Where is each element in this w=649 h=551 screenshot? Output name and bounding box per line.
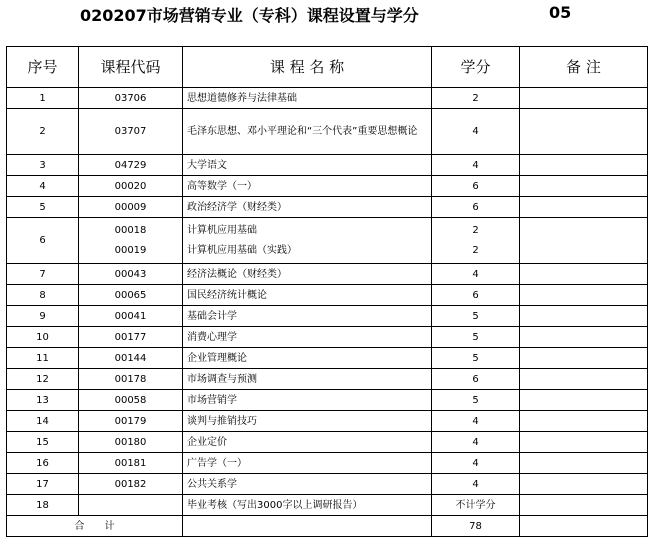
code-cell: 04729 xyxy=(79,155,183,176)
code-cell: 00180 xyxy=(79,432,183,453)
name-cell: 公共关系学 xyxy=(183,474,432,495)
credit-cell: 2 xyxy=(472,245,479,256)
name-cell: 国民经济统计概论 xyxy=(183,285,432,306)
note-cell xyxy=(520,474,648,495)
table-row xyxy=(7,218,648,264)
note-cell xyxy=(520,327,648,348)
seq-cell: 7 xyxy=(7,264,79,285)
code-cell: 00181 xyxy=(79,453,183,474)
note-cell xyxy=(520,264,648,285)
table-row xyxy=(7,327,648,348)
name-cell: 大学语文 xyxy=(183,155,432,176)
table-row xyxy=(7,306,648,327)
credit-cell: 6 xyxy=(432,176,520,197)
code-cell: 00043 xyxy=(79,264,183,285)
note-cell xyxy=(520,453,648,474)
credit-cell: 不计学分 xyxy=(432,495,520,516)
table-row xyxy=(7,432,648,453)
credit-cell: 5 xyxy=(432,306,520,327)
code-cell: 00178 xyxy=(79,369,183,390)
total-row xyxy=(7,516,648,537)
credit-cell: 5 xyxy=(432,327,520,348)
name-cell: 市场营销学 xyxy=(183,390,432,411)
table-row xyxy=(7,390,648,411)
code-cell: 00058 xyxy=(79,390,183,411)
code-cell: 00009 xyxy=(79,197,183,218)
code-cell: 00020 xyxy=(79,176,183,197)
credit-cell: 4 xyxy=(432,264,520,285)
credit-cell: 4 xyxy=(432,155,520,176)
table-row xyxy=(7,474,648,495)
credit-cell: 4 xyxy=(432,411,520,432)
code-cell: 00018 xyxy=(114,225,147,236)
header-note: 备 注 xyxy=(520,47,648,88)
credit-cell: 2 xyxy=(432,88,520,109)
name-cell: 基础会计学 xyxy=(183,306,432,327)
seq-cell: 2 xyxy=(7,109,79,155)
name-cell: 政治经济学（财经类） xyxy=(183,197,432,218)
seq-cell: 13 xyxy=(7,390,79,411)
credit-cell: 4 xyxy=(432,109,520,155)
table-row xyxy=(7,369,648,390)
seq-cell: 6 xyxy=(7,218,79,264)
credit-cell: 6 xyxy=(432,369,520,390)
seq-cell: 10 xyxy=(7,327,79,348)
seq-cell: 18 xyxy=(7,495,79,516)
seq-cell: 5 xyxy=(7,197,79,218)
table-row xyxy=(7,348,648,369)
note-cell xyxy=(520,285,648,306)
seq-cell: 9 xyxy=(7,306,79,327)
note-cell xyxy=(520,348,648,369)
note-cell xyxy=(520,197,648,218)
name-cell: 谈判与推销技巧 xyxy=(183,411,432,432)
code-cell: 00179 xyxy=(79,411,183,432)
table-row xyxy=(7,495,648,516)
note-cell xyxy=(520,218,648,264)
seq-cell: 1 xyxy=(7,88,79,109)
code-cell xyxy=(79,495,183,516)
code-cell: 00019 xyxy=(114,245,147,256)
credit-cell: 6 xyxy=(432,197,520,218)
page-title: 020207市场营销专业（专科）课程设置与学分 xyxy=(80,6,419,25)
note-cell xyxy=(520,88,648,109)
table-row xyxy=(7,197,648,218)
code-cell: 00177 xyxy=(79,327,183,348)
credit-cell-pair xyxy=(432,218,520,264)
credit-cell: 6 xyxy=(432,285,520,306)
note-cell xyxy=(520,390,648,411)
total-name-cell xyxy=(183,516,432,537)
name-cell: 思想道德修养与法律基础 xyxy=(183,88,432,109)
code-cell: 00182 xyxy=(79,474,183,495)
credit-cell: 5 xyxy=(432,348,520,369)
form-number: 05 xyxy=(549,3,572,22)
code-cell: 00041 xyxy=(79,306,183,327)
code-cell: 03707 xyxy=(79,109,183,155)
header-row xyxy=(7,47,648,88)
seq-cell: 11 xyxy=(7,348,79,369)
header-code: 课程代码 xyxy=(79,47,183,88)
credit-cell: 4 xyxy=(432,432,520,453)
table-row xyxy=(7,285,648,306)
code-cell: 00065 xyxy=(79,285,183,306)
header-credit: 学分 xyxy=(432,47,520,88)
seq-cell: 16 xyxy=(7,453,79,474)
code-cell: 00144 xyxy=(79,348,183,369)
name-cell: 广告学（一） xyxy=(183,453,432,474)
seq-cell: 4 xyxy=(7,176,79,197)
code-cell: 03706 xyxy=(79,88,183,109)
course-table xyxy=(6,46,648,537)
seq-cell: 17 xyxy=(7,474,79,495)
note-cell xyxy=(520,516,648,537)
note-cell xyxy=(520,432,648,453)
name-cell: 经济法概论（财经类） xyxy=(183,264,432,285)
name-cell: 计算机应用基础（实践） xyxy=(187,245,297,256)
total-label: 合 计 xyxy=(7,516,183,537)
table-row xyxy=(7,453,648,474)
note-cell xyxy=(520,369,648,390)
seq-cell: 12 xyxy=(7,369,79,390)
table-row xyxy=(7,155,648,176)
credit-cell: 5 xyxy=(432,390,520,411)
name-cell: 高等数学（一） xyxy=(183,176,432,197)
table-row xyxy=(7,176,648,197)
name-cell: 市场调查与预测 xyxy=(183,369,432,390)
credit-cell: 4 xyxy=(432,474,520,495)
name-cell-pair xyxy=(183,218,432,264)
name-cell: 企业定价 xyxy=(183,432,432,453)
seq-cell: 14 xyxy=(7,411,79,432)
seq-cell: 8 xyxy=(7,285,79,306)
note-cell xyxy=(520,495,648,516)
note-cell xyxy=(520,306,648,327)
credit-cell: 4 xyxy=(432,453,520,474)
name-cell: 毕业考核（写出3000字以上调研报告） xyxy=(183,495,432,516)
note-cell xyxy=(520,109,648,155)
name-cell-wrap xyxy=(183,109,432,155)
seq-cell: 3 xyxy=(7,155,79,176)
name-cell: 消费心理学 xyxy=(183,327,432,348)
code-cell-pair xyxy=(79,218,183,264)
total-credit: 78 xyxy=(432,516,520,537)
seq-cell: 15 xyxy=(7,432,79,453)
note-cell xyxy=(520,411,648,432)
name-cell: 计算机应用基础 xyxy=(187,225,257,236)
credit-cell: 2 xyxy=(472,225,479,236)
note-cell xyxy=(520,155,648,176)
header-seq: 序号 xyxy=(7,47,79,88)
table-row xyxy=(7,88,648,109)
table-row xyxy=(7,109,648,155)
table-row xyxy=(7,411,648,432)
name-cell: 企业管理概论 xyxy=(183,348,432,369)
table-row xyxy=(7,264,648,285)
note-cell xyxy=(520,176,648,197)
header-name: 课 程 名 称 xyxy=(183,47,432,88)
name-cell: 毛泽东思想、邓小平理论和“三个代表”重要思想概论 xyxy=(187,125,418,137)
